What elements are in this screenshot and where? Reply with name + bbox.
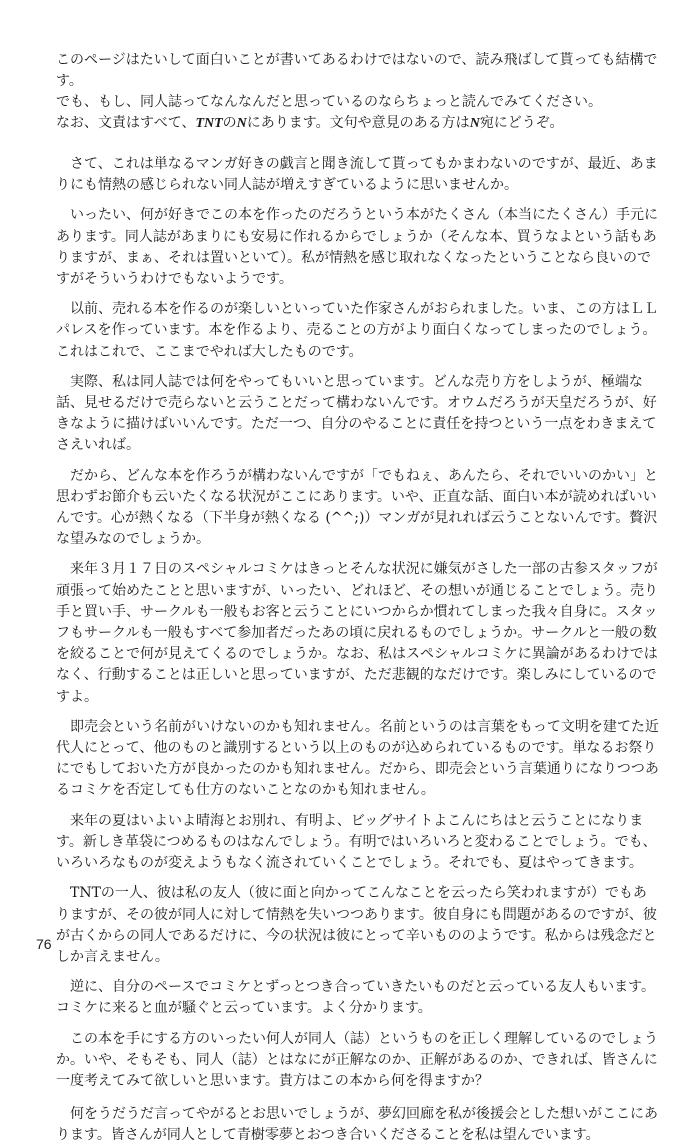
intro-line-3 [56, 113, 660, 134]
paragraph: いったい、何が好きでこの本を作ったのだろうという本がたくさん（本当にたくさん）手元にあります。同人誌があまりにも安易に作れるからでしょうか（そんな本、買うなよという話もありますが、まぁ、それは置いといて）。私が情熱を感じ取れなくなったということなら良いのですがそういうわけでもないようです。 [56, 207, 658, 288]
paragraph: 逆に、自分のペースでコミケとずっとつき合っていきたいものだと云っている友人もいます。コミケに来ると血が騒ぐと云っています。よく分かります。 [56, 979, 656, 1017]
paragraph: この本を手にする方のいったい何人が同人（誌）というものを正しく理解しているのでしょうか。いや、そもそも、同人（誌）とはなにが正解なのか、正解があるのか、できれば、皆さんに一度考えてみて欲しいと思います。貴方はこの本から何を得ますか？ [56, 1030, 658, 1089]
paragraph: 実際、私は同人誌では何をやってもいいと思っています。どんな売り方をしようが、極端な話、見せるだけで売らないと云うことだって構わないんです。オウムだろうが天皇だろうが、好きなように描けばいいんです。ただ一つ、自分のやることに責任を持つという一点をわきまえてさえいれば。 [56, 373, 657, 454]
intro-line-1: このページはたいして面白いことが書いてあるわけではないので、読み飛ばして貰っても結構です。 [56, 52, 658, 89]
intro-line-3-d: 宛にどうぞ。 [479, 115, 564, 131]
page-number: 76 [36, 936, 52, 952]
paragraph: だから、どんな本を作ろうが構わないんですが「でもねぇ、あんたら、それでいいのかい」と思わずお節介も云いたくなる状況がここにあります。いや、正直な話、面白い本が読めればいいんです。心が熱くなる（下半身が熱くなる (^^;)）マンガが見れれば云うことないんです。贅沢な望みなのでしょうか。 [56, 467, 658, 548]
n-label-2: N [469, 116, 480, 131]
intro-line-3-a: なお、文責はすべて、 [56, 115, 196, 131]
paragraph: 来年３月１７日のスペシャルコミケはきっとそんな状況に嫌気がさした一部の古参スタッフが頑張って始めたことと思いますが、いったい、どれほど、その想いが通じることでしょう。売り手と買い手、サークルも一般もお客と云うことにいつからか慣れてしまった我々自身に。スタッフもサークルも一般もすべて参加者だったあの頃に戻れるものでしょうか。サークルと一般の数を絞ることで何が見えてくるのでしょうか。なお、私はスペシャルコミケに異論があるわけではなく、行動することは正しいと思っていますが、ただ悲観的なだけです。楽しみにしているのですよ。 [56, 561, 658, 705]
paragraph: 即売会という名前がいけないのかも知れません。名前というのは言葉をもって文明を建てた近代人にとって、他のものと識別するという以上のものが込められているものです。単なるお祭りにでもしておいた方が良かったのかも知れません。だから、即売会という言葉通りになりつつあるコミケを否定しても仕方のないことなのかも知れません。 [56, 718, 659, 799]
paragraph: 以前、売れる本を作るのが楽しいといっていた作家さんがおられました。いま、この方はＬＬパレスを作っています。本を作るより、売ることの方がより面白くなってしまったのでしょう。これはこれで、ここまでやれば大したものです。 [56, 301, 658, 360]
paragraph: さて、これは単なるマンガ好きの戯言と聞き流して貰ってもかまわないのですが、最近、あまりにも情熱の感じられない同人誌が増えすぎているように思いませんか。 [56, 156, 658, 194]
intro-line-3-b: の [222, 115, 237, 131]
paragraph: 来年の夏はいよいよ晴海とお別れ、有明よ、ビッグサイトよこんにちはと云うことになります。新しき革袋につめるものはなんでしょう。有明ではいろいろと変わることでしょう。でも、いろいろなものが変えようもなく流されていくことでしょう。それでも、夏はやってきます。 [56, 812, 657, 872]
intro-line-3-c: にあります。文句や意見のある方は [246, 115, 470, 131]
paragraph: TNTの一人、彼は私の友人（彼に面と向かってこんなことを云ったら笑われますが）でもありますが、その彼が同人に対して情熱を失いつつあります。彼自身にも問題があるのですが、彼が古くからの同人であるだけに、今の状況は彼にとって辛いもののようです。私からは残念だとしか言えません。 [56, 885, 657, 965]
intro-note [56, 50, 660, 134]
paragraph: 何をうだうだ言ってやがるとお思いでしょうが、夢幻回廊を私が後援会とした想いがここにあります。皆さんが同人として青樹零夢とおつき合いくださることを私は望んでいます。 [56, 1106, 658, 1144]
n-label: N [236, 116, 247, 131]
tnt-label: TNT [195, 116, 223, 131]
intro-line-2: でも、もし、同人誌ってなんなんだと思っているのならちょっと読んでみてください。 [56, 94, 602, 110]
essay-body [56, 154, 660, 1147]
